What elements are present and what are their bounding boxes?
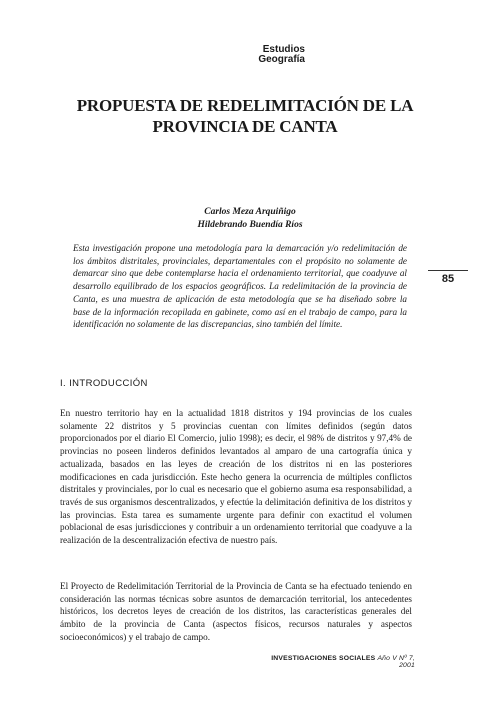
body-paragraph: En nuestro territorio hay en la actualidad 1818 distritos y 194 provincias de los cuales solamente 22 distritos y 5 provincias cuentan con límites definidos (según datos proporcionados por el diario El Comercio, julio 1998); es decir, el 98% de distritos y 97,4% de provincias no poseen linderos definidos levantados al amparo de una cartografía única y actualizada, basados en las leyes de creación de los distritos ni en las posteriores modificaciones en cada jurisdicción. Este hecho genera la ocurrencia de múltiples conflictos distritales y provinciales, por lo cual es necesario que el gobierno asuma esa responsabilidad, a través de sus organismos descentralizados, y efectúe la delimitación definitiva de los distritos y las provincias. Esta tarea es sumamente urgente para definir con exactitud el volumen poblacional de esas jurisdicciones y contribuir a un ordenamiento territorial que coadyuve a la realización de la descentralización efectiva de nuestro país. (60, 408, 412, 546)
journal-name: INVESTIGACIONES SOCIALES (271, 655, 376, 662)
author-name: Hildebrando Buendía Ríos (197, 220, 303, 230)
section-label-line1: Estudios (262, 44, 305, 55)
author-name: Carlos Meza Arquiñigo (204, 207, 296, 217)
section-heading: I. INTRODUCCIÓN (60, 378, 148, 389)
page-number: 85 (428, 270, 468, 285)
journal-issue: Año V Nº 7, 2001 (377, 655, 415, 669)
body-paragraph: El Proyecto de Redelimitación Territorial de la Provincia de Canta se ha efectuado teniendo en consideración las normas técnicas sobre asuntos de demarcación territorial, los antecedentes históricos, los decretos leyes de creación de los distritos, las características generales del ámbito de la provincia de Canta (aspectos físicos, recursos naturales y aspectos socioeconómicos) y el trabajo de campo. (60, 581, 412, 642)
abstract: Esta investigación propone una metodología para la demarcación y/o redelimitación de los ámbitos distritales, provinciales, departamentales con el propósito no solamente de demarcar sino que debe contemplarse hacia el ordenamiento territorial, que coadyuve al desarrollo equilibrado de los espacios geográficos. La redelimitación de la provincia de Canta, es una muestra de aplicación de esta metodología que se ha diseñado sobre la base de la información recopilada en gabinete, como así en el trabajo de campo, para la identificación no solamente de las discrepancias, sino también del límite. (73, 243, 407, 330)
author-list (150, 206, 350, 232)
journal-footer (255, 655, 415, 669)
section-label (205, 45, 305, 65)
article-title: PROPUESTA DE REDELIMITACIÓN DE LA PROVINCIA DE CANTA (76, 96, 414, 136)
section-label-line2: Geografía (258, 54, 305, 65)
